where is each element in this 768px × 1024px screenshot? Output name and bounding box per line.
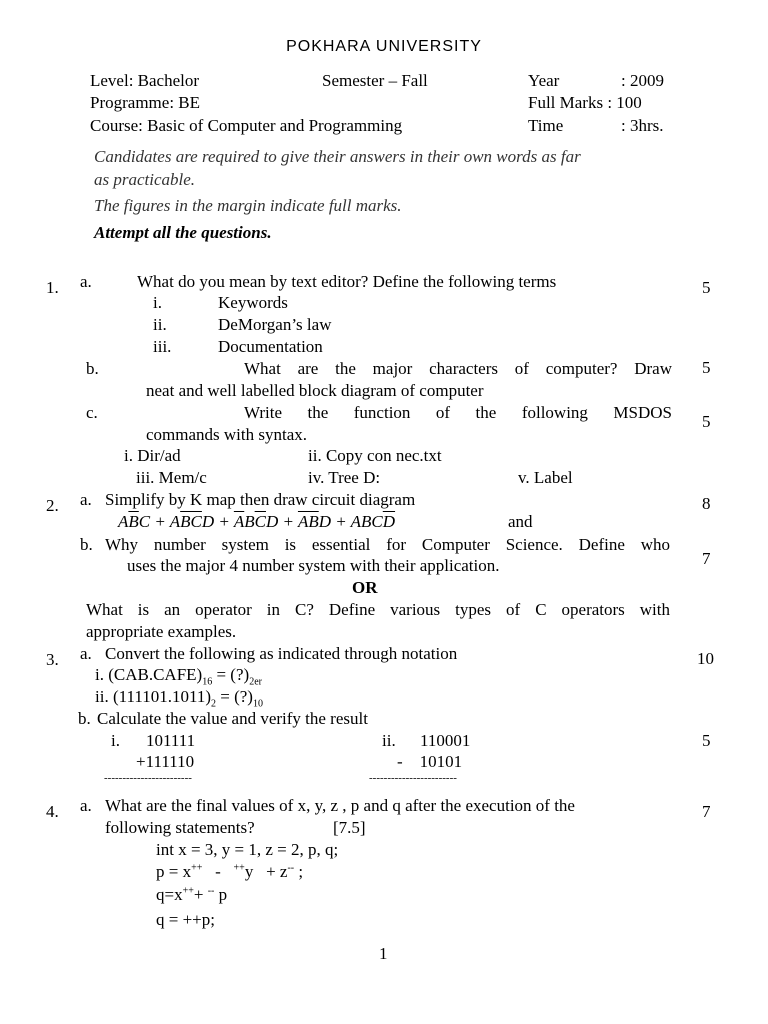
q3a-text: Convert the following as indicated through notation [105,644,458,663]
q3b-ii-value-1: 110001 [420,731,471,750]
q1a-item-2-text: DeMorgan’s law [218,315,332,334]
q1a-item-3-text: Documentation [218,337,323,356]
year-value: : 2009 [621,71,664,90]
full-marks: Full Marks : 100 [528,93,642,112]
q2b-text-2: uses the major 4 number system with their application. [127,556,500,575]
instruction-line-1a: Candidates are required to give their answers in their own words as far [94,147,581,166]
q1c-cmd-3: iii. Mem/c [136,468,207,487]
q2-number: 2. [46,496,59,515]
page-number: 1 [379,944,388,963]
q3b-i-num: i. [111,731,120,750]
q3a-label: a. [80,644,92,663]
q3b-ii-rule: ------------------------ [369,772,457,784]
q3b-ii-num: ii. [382,731,396,750]
time-value: : 3hrs. [621,116,664,135]
q1b-text-1: What are the major characters of computer? Draw [244,359,672,378]
kmap-and: and [508,512,533,531]
q1c-cmd-1: i. Dir/ad [124,446,181,465]
q1a-item-2-num: ii. [153,315,167,334]
year-label: Year [528,71,560,90]
q3-number: 3. [46,650,59,669]
code-line-2: p = x++ - ++y + z-- ; [156,862,304,881]
q2-or-text-1: What is an operator in C? Define various types of C operators with [86,600,670,619]
q2b-marks: 7 [702,549,711,568]
q1a-label: a. [80,272,92,291]
q1a-item-1-num: i. [153,293,162,312]
course: Course: Basic of Computer and Programming [90,116,403,135]
q2b-text-1: Why number system is essential for Computer Science. Define who [105,535,670,554]
programme: Programme: BE [90,93,201,112]
q1b-marks: 5 [702,358,711,377]
q3b-marks: 5 [702,731,711,750]
q1a-text: What do you mean by text editor? Define the following terms [137,272,557,291]
q2a-label: a. [80,490,92,509]
q3a-item-1: i. $(CAB.CAFE)_{16}$ = $(?)_{2er}$ [95,665,262,688]
q1a-item-3-num: iii. [153,337,172,356]
code-line-1: int x = 3, y = 1, z = 2, p, q; [156,840,339,859]
level: Level: Bachelor [90,71,200,90]
university-title: POKHARA UNIVERSITY [286,38,482,55]
q2-or-text-2: appropriate examples. [86,622,237,641]
or-divider: OR [352,578,378,597]
q1c-label: c. [86,403,98,422]
q3a-marks: 10 [697,649,714,668]
q1a-item-1-text: Keywords [218,293,288,312]
q4-number: 4. [46,802,59,821]
q1-number: 1. [46,278,59,297]
q2b-label: b. [80,535,93,554]
q2a-text: Simplify by K map then draw circuit diagram [105,490,416,509]
q3b-i-value-2: +111110 [136,752,195,771]
time-label: Time [528,116,564,135]
q1b-label: b. [86,359,99,378]
q4a-text-1: What are the final values of x, y, z , p and q after the execution of the [105,796,575,815]
q1b-text-2: neat and well labelled block diagram of computer [146,381,484,400]
q4a-text-2: following statements? [105,818,255,837]
q4a-label: a. [80,796,92,815]
q1c-marks: 5 [702,412,711,431]
kmap-expression: $A\overline{B}C + A\overline{BC}D + \overline{A}B\overline{C}D + \overline{AB}D + ABC\overline{D}$ [118,512,396,531]
code-line-3: q=x+++ -- p [156,885,228,904]
q1c-text-2: commands with syntax. [146,425,308,444]
q1a-marks: 5 [702,278,711,297]
q1c-text-1: Write the function of the following MSDOS [244,403,672,422]
q3b-label: b. [78,709,91,728]
semester: Semester – Fall [322,71,428,90]
instruction-line-3: Attempt all the questions. [94,223,272,242]
q3b-text: Calculate the value and verify the result [97,709,368,728]
q4a-marks: 7 [702,802,711,821]
instruction-line-1b: as practicable. [94,170,196,189]
q2a-marks: 8 [702,494,711,513]
q1c-cmd-4: iv. Tree D: [308,468,381,487]
q3b-i-value-1: 101111 [146,731,196,750]
q1c-cmd-5: v. Label [518,468,573,487]
q3b-ii-value-2: - 10101 [397,752,463,771]
q1c-cmd-2: ii. Copy con nec.txt [308,446,442,465]
code-line-4: q = ++p; [156,910,215,929]
instruction-line-2: The figures in the margin indicate full marks. [94,196,402,215]
q3a-item-2: ii. $(111101.1011)_2$ = $(?)_{10}$ [95,687,263,710]
q3b-i-rule: ------------------------ [104,772,192,784]
q4a-sub-marks: [7.5] [333,818,366,837]
